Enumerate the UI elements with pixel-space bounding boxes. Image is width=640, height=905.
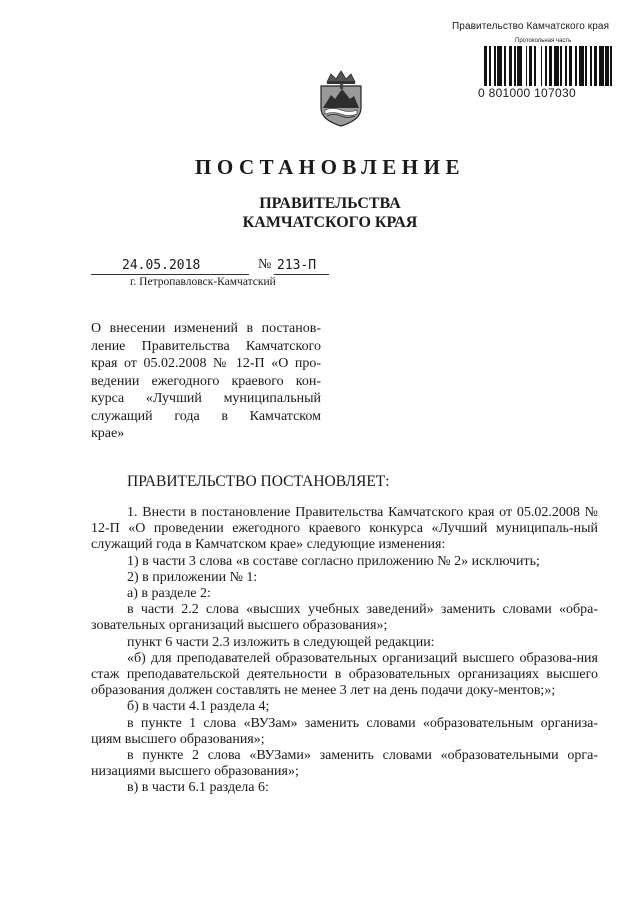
subject-line: края от 05.02.2008 № 12-П «О про- (91, 356, 321, 371)
subject-line: ление Правительства Камчатского (91, 338, 321, 354)
body-paragraph: пункт 6 части 2.3 изложить в следующей редакции: (127, 634, 435, 650)
stamp-title: Правительство Камчатского края (452, 21, 610, 32)
issuer-line-2: КАМЧАТСКОГО КРАЯ (242, 214, 418, 231)
body-paragraph: б) в части 4.1 раздела 4; (127, 699, 270, 715)
body-paragraph: 1) в части 3 слова «в составе согласно приложению № 2» исключить; (127, 553, 540, 569)
body-paragraph: в) в части 6.1 раздела 6: (127, 780, 269, 796)
subject-line: ведении ежегодного краевого кон- (91, 373, 321, 389)
barcode (484, 46, 616, 86)
body-paragraph: в пункте 2 слова «ВУЗами» заменить словами «образовательными орга-низациями высшего образования»; (91, 748, 598, 780)
body-paragraph: в пункте 1 слова «ВУЗам» заменить словами «образовательным организа-циям высшего образования»; (91, 715, 598, 747)
city-label: г. Петропавловск-Камчатский (130, 276, 276, 288)
issuer-title (0, 194, 640, 232)
subject-line: О внесении изменений в постанов- (91, 321, 321, 336)
body-text (91, 505, 598, 797)
barcode-number: 0 801000 107030 (478, 86, 576, 100)
body-paragraph: в части 2.2 слова «высших учебных заведений» заменить словами «обра-зовательных организаций высшего образования»; (91, 602, 598, 634)
body-paragraph: 1. Внести в постановление Правительства Камчатского края от 05.02.2008 № 12-П «О проведении ежегодного краевого конкурса «Лучший муниципаль-ный служащий года в Камчатском крае» следующие изменения: (91, 505, 598, 553)
number-underline (274, 274, 329, 275)
subject-line: служащий года в Камчатском (91, 408, 321, 424)
body-paragraph: «б) для преподавателей образовательных организаций высшего образова-ния стаж преподавательской деятельности в образовательных организациях высшего образования должен составлять не менее 3 лет на день подачи доку-ментов;»; (91, 650, 598, 699)
stamp-subtitle: Протокольная часть (515, 38, 572, 44)
body-paragraph: 2) в приложении № 1: (127, 569, 258, 585)
resolution-heading: ПРАВИТЕЛЬСТВО ПОСТАНОВЛЯЕТ: (127, 473, 390, 490)
subject-line: курса «Лучший муниципальный (91, 391, 321, 406)
subject-block (91, 320, 321, 443)
subject-line: крае» (91, 426, 125, 441)
date-underline (91, 274, 249, 275)
issuer-line-1: ПРАВИТЕЛЬСТВА (259, 195, 401, 212)
document-number: 213-П (277, 258, 317, 273)
document-date: 24.05.2018 (122, 258, 201, 273)
document-title: ПОСТАНОВЛЕНИЕ (195, 155, 465, 179)
number-label: № (258, 257, 272, 272)
kamchatka-coat-of-arms-icon (317, 68, 365, 128)
body-paragraph: а) в разделе 2: (127, 586, 211, 602)
barcode-bar (612, 46, 615, 86)
